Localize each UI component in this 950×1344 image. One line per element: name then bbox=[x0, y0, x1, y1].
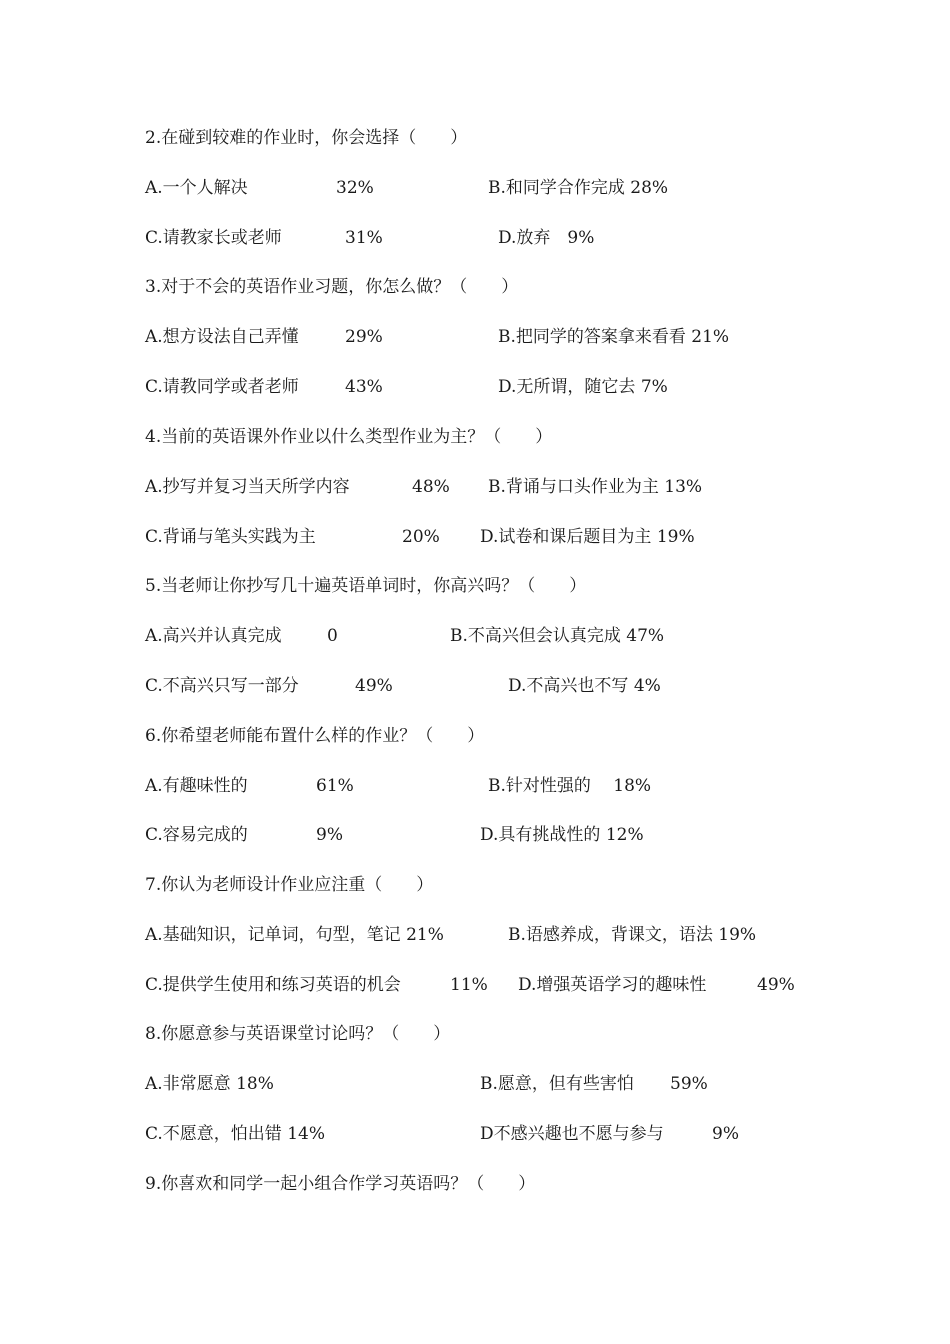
option-c: C.背诵与笔头实践为主 bbox=[145, 527, 316, 547]
option-d-percent: 9% bbox=[712, 1124, 739, 1144]
question-text: 5.当老师让你抄写几十遍英语单词时，你高兴吗？（ ） bbox=[145, 576, 587, 596]
option-d: D不感兴趣也不愿与参与 bbox=[480, 1124, 664, 1144]
option-d: D.增强英语学习的趣味性 bbox=[518, 975, 707, 995]
question-5 bbox=[0, 574, 950, 600]
option-b: B.语感养成，背课文，语法 19% bbox=[508, 925, 757, 945]
question-text: 8.你愿意参与英语课堂讨论吗？（ ） bbox=[145, 1024, 451, 1044]
option-a-percent: 29% bbox=[345, 327, 383, 347]
option-a-percent: 48% bbox=[412, 477, 450, 497]
question-3 bbox=[0, 275, 950, 301]
option-c-percent: 43% bbox=[345, 377, 383, 397]
option-c: C.容易完成的 bbox=[145, 825, 248, 845]
option-b: B.和同学合作完成 28% bbox=[488, 178, 669, 198]
option-a-percent: 32% bbox=[336, 178, 374, 198]
question-2 bbox=[0, 126, 950, 152]
option-a: A.有趣味性的 bbox=[145, 776, 248, 796]
option-a-percent: 0 bbox=[327, 626, 338, 646]
option-c-percent: 31% bbox=[345, 228, 383, 248]
option-c: C.提供学生使用和练习英语的机会 bbox=[145, 975, 401, 995]
option-a: A.抄写并复习当天所学内容 bbox=[145, 477, 350, 497]
question-8 bbox=[0, 1022, 950, 1048]
option-d: D.无所谓，随它去 7% bbox=[498, 377, 668, 397]
option-c-percent: 11% bbox=[450, 975, 488, 995]
option-a: A.高兴并认真完成 bbox=[145, 626, 282, 646]
option-d: D.具有挑战性的 12% bbox=[480, 825, 644, 845]
question-4 bbox=[0, 425, 950, 451]
question-7 bbox=[0, 873, 950, 899]
question-text: 6.你希望老师能布置什么样的作业？（ ） bbox=[145, 726, 485, 746]
option-d-percent: 49% bbox=[757, 975, 795, 995]
options-row bbox=[0, 774, 950, 800]
question-6 bbox=[0, 724, 950, 750]
options-row bbox=[0, 475, 950, 501]
question-text: 2.在碰到较难的作业时，你会选择（ ） bbox=[145, 128, 468, 148]
options-row bbox=[0, 325, 950, 351]
option-d: D.不高兴也不写 4% bbox=[508, 676, 661, 696]
option-b: B.把同学的答案拿来看看 21% bbox=[498, 327, 730, 347]
options-row bbox=[0, 973, 950, 999]
question-text: 4.当前的英语课外作业以什么类型作业为主？（ ） bbox=[145, 427, 553, 447]
option-c-percent: 20% bbox=[402, 527, 440, 547]
option-b: B.不高兴但会认真完成 47% bbox=[450, 626, 665, 646]
option-d: D.放弃 9% bbox=[498, 228, 595, 248]
option-b: B.愿意，但有些害怕 bbox=[480, 1074, 634, 1094]
option-a: A.一个人解决 bbox=[145, 178, 248, 198]
option-a: A.想方设法自己弄懂 bbox=[145, 327, 299, 347]
options-row bbox=[0, 923, 950, 949]
option-a: A.基础知识，记单词，句型，笔记 21% bbox=[145, 925, 444, 945]
option-c: C.不愿意，怕出错 14% bbox=[145, 1124, 325, 1144]
options-row bbox=[0, 624, 950, 650]
options-row bbox=[0, 1072, 950, 1098]
option-c: C.请教同学或者老师 bbox=[145, 377, 299, 397]
option-b: B.针对性强的 18% bbox=[488, 776, 652, 796]
option-c: C.不高兴只写一部分 bbox=[145, 676, 299, 696]
options-row bbox=[0, 176, 950, 202]
option-b: B.背诵与口头作业为主 13% bbox=[488, 477, 703, 497]
option-b-percent: 59% bbox=[670, 1074, 708, 1094]
question-9 bbox=[0, 1172, 950, 1198]
option-a-percent: 61% bbox=[316, 776, 354, 796]
options-row bbox=[0, 674, 950, 700]
options-row bbox=[0, 525, 950, 551]
option-c: C.请教家长或老师 bbox=[145, 228, 282, 248]
option-a: A.非常愿意 18% bbox=[145, 1074, 274, 1094]
option-d: D.试卷和课后题目为主 19% bbox=[480, 527, 695, 547]
options-row bbox=[0, 226, 950, 252]
question-text: 3.对于不会的英语作业习题，你怎么做？（ ） bbox=[145, 277, 519, 297]
options-row bbox=[0, 375, 950, 401]
question-text: 9.你喜欢和同学一起小组合作学习英语吗？（ ） bbox=[145, 1174, 536, 1194]
option-c-percent: 9% bbox=[316, 825, 343, 845]
options-row bbox=[0, 1122, 950, 1148]
option-c-percent: 49% bbox=[355, 676, 393, 696]
options-row bbox=[0, 823, 950, 849]
question-text: 7.你认为老师设计作业应注重（ ） bbox=[145, 875, 434, 895]
